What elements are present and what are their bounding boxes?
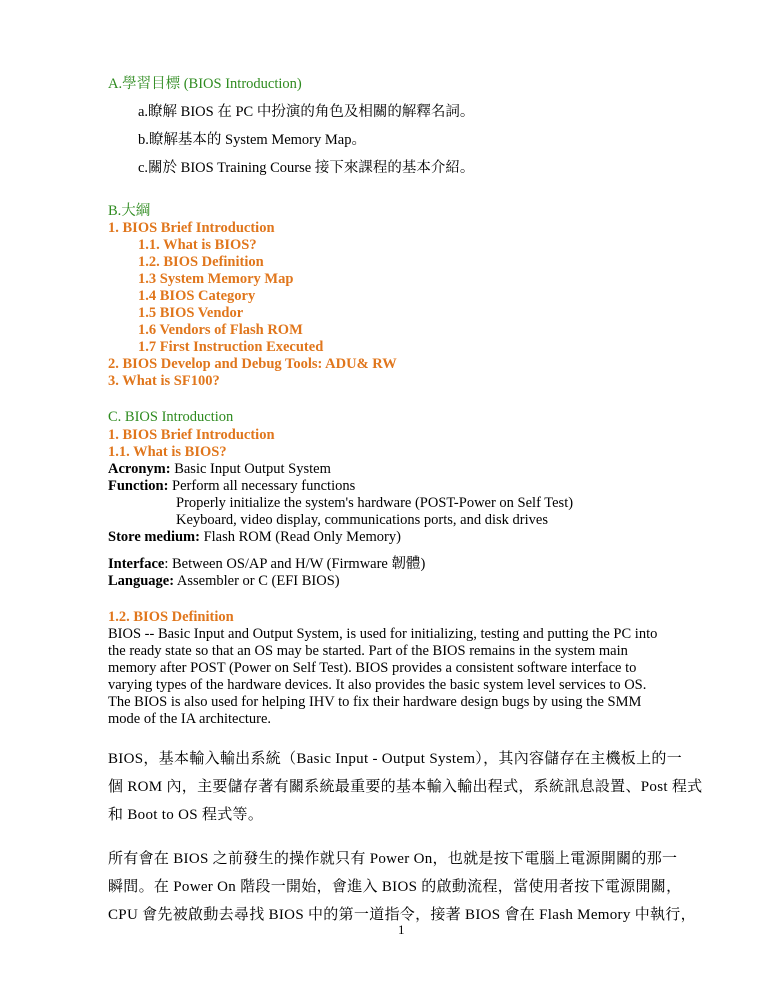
page-number: 1 (398, 922, 405, 937)
interface-line (108, 556, 425, 573)
language-line (108, 573, 340, 590)
section-c-heading: C. BIOS Introduction (108, 409, 234, 425)
outline-item: 1. BIOS Brief Introduction (108, 220, 275, 236)
acronym-value: Basic Input Output System (170, 461, 331, 477)
language-value: Assembler or C (EFI BIOS) (174, 573, 340, 589)
definition-line: the ready state so that an OS may be started. Part of the BIOS remains in the system main (108, 643, 628, 659)
definition-line: mode of the IA architecture. (108, 711, 272, 727)
outline-item: 1.3 System Memory Map (138, 271, 294, 287)
outline-item: 1.4 BIOS Category (138, 288, 256, 304)
acronym-label: Acronym: (108, 461, 171, 477)
chinese-paragraph-line: BIOS，基本輸入輸出系統（Basic Input - Output System），其內容儲存在主機板上的一 (108, 751, 682, 767)
definition-line: The BIOS is also used for helping IHV to fix their hardware design bugs by using the SMM (108, 694, 642, 710)
objective-a: a.瞭解 BIOS 在 PC 中扮演的角色及相關的解釋名詞。 (138, 104, 475, 120)
outline-item: 1.1. What is BIOS? (138, 237, 257, 253)
definition-line: memory after POST (Power on Self Test). BIOS provides a consistent software interface to (108, 660, 637, 676)
chinese-paragraph-line: 所有會在 BIOS 之前發生的操作就只有 Power On，也就是按下電腦上電源開關的那一 (108, 851, 678, 867)
function-value: Perform all necessary functions (168, 478, 356, 494)
outline-item: 1.5 BIOS Vendor (138, 305, 244, 321)
outline-item: 3. What is SF100? (108, 373, 220, 389)
store-label: Store medium: (108, 529, 200, 545)
acronym-line (108, 461, 331, 478)
function-detail: Keyboard, video display, communications ports, and disk drives (176, 512, 548, 528)
interface-value: : Between OS/AP and H/W (Firmware 韌體) (164, 556, 426, 572)
outline-item: 1.6 Vendors of Flash ROM (138, 322, 303, 338)
store-value: Flash ROM (Read Only Memory) (199, 529, 401, 545)
definition-line: BIOS -- Basic Input and Output System, is used for initializing, testing and putting the PC into (108, 626, 658, 642)
outline-item: 1.7 First Instruction Executed (138, 339, 324, 355)
chinese-paragraph-line: 個 ROM 內，主要儲存著有關系統最重要的基本輸入輸出程式，系統訊息設置、Post 程式 (108, 779, 703, 795)
subsection-heading: 1.1. What is BIOS? (108, 444, 227, 460)
function-detail: Properly initialize the system's hardware (POST-Power on Self Test) (176, 495, 574, 511)
function-label: Function: (108, 478, 169, 494)
function-line (108, 478, 355, 495)
interface-label: Interface (108, 556, 165, 572)
definition-heading: 1.2. BIOS Definition (108, 609, 234, 625)
store-line (108, 529, 401, 546)
section-b-heading: B.大綱 (108, 203, 151, 219)
chinese-paragraph-line: CPU 會先被啟動去尋找 BIOS 中的第一道指令，接著 BIOS 會在 Flash Memory 中執行， (108, 907, 696, 923)
language-label: Language: (108, 573, 175, 589)
objective-b: b.瞭解基本的 System Memory Map。 (138, 132, 366, 148)
chinese-paragraph-line: 和 Boot to OS 程式等。 (108, 807, 264, 823)
outline-item: 1.2. BIOS Definition (138, 254, 264, 270)
outline-item: 2. BIOS Develop and Debug Tools: ADU& RW (108, 356, 397, 372)
chinese-paragraph-line: 瞬間。在 Power On 階段一開始，會進入 BIOS 的啟動流程，當使用者按下電源開關， (108, 879, 682, 895)
section-a-heading: A.學習目標 (BIOS Introduction) (108, 76, 302, 92)
subsection-heading: 1. BIOS Brief Introduction (108, 427, 275, 443)
definition-line: varying types of the hardware devices. It also provides the basic system level services to OS. (108, 677, 647, 693)
objective-c: c.關於 BIOS Training Course 接下來課程的基本介紹。 (138, 160, 475, 176)
